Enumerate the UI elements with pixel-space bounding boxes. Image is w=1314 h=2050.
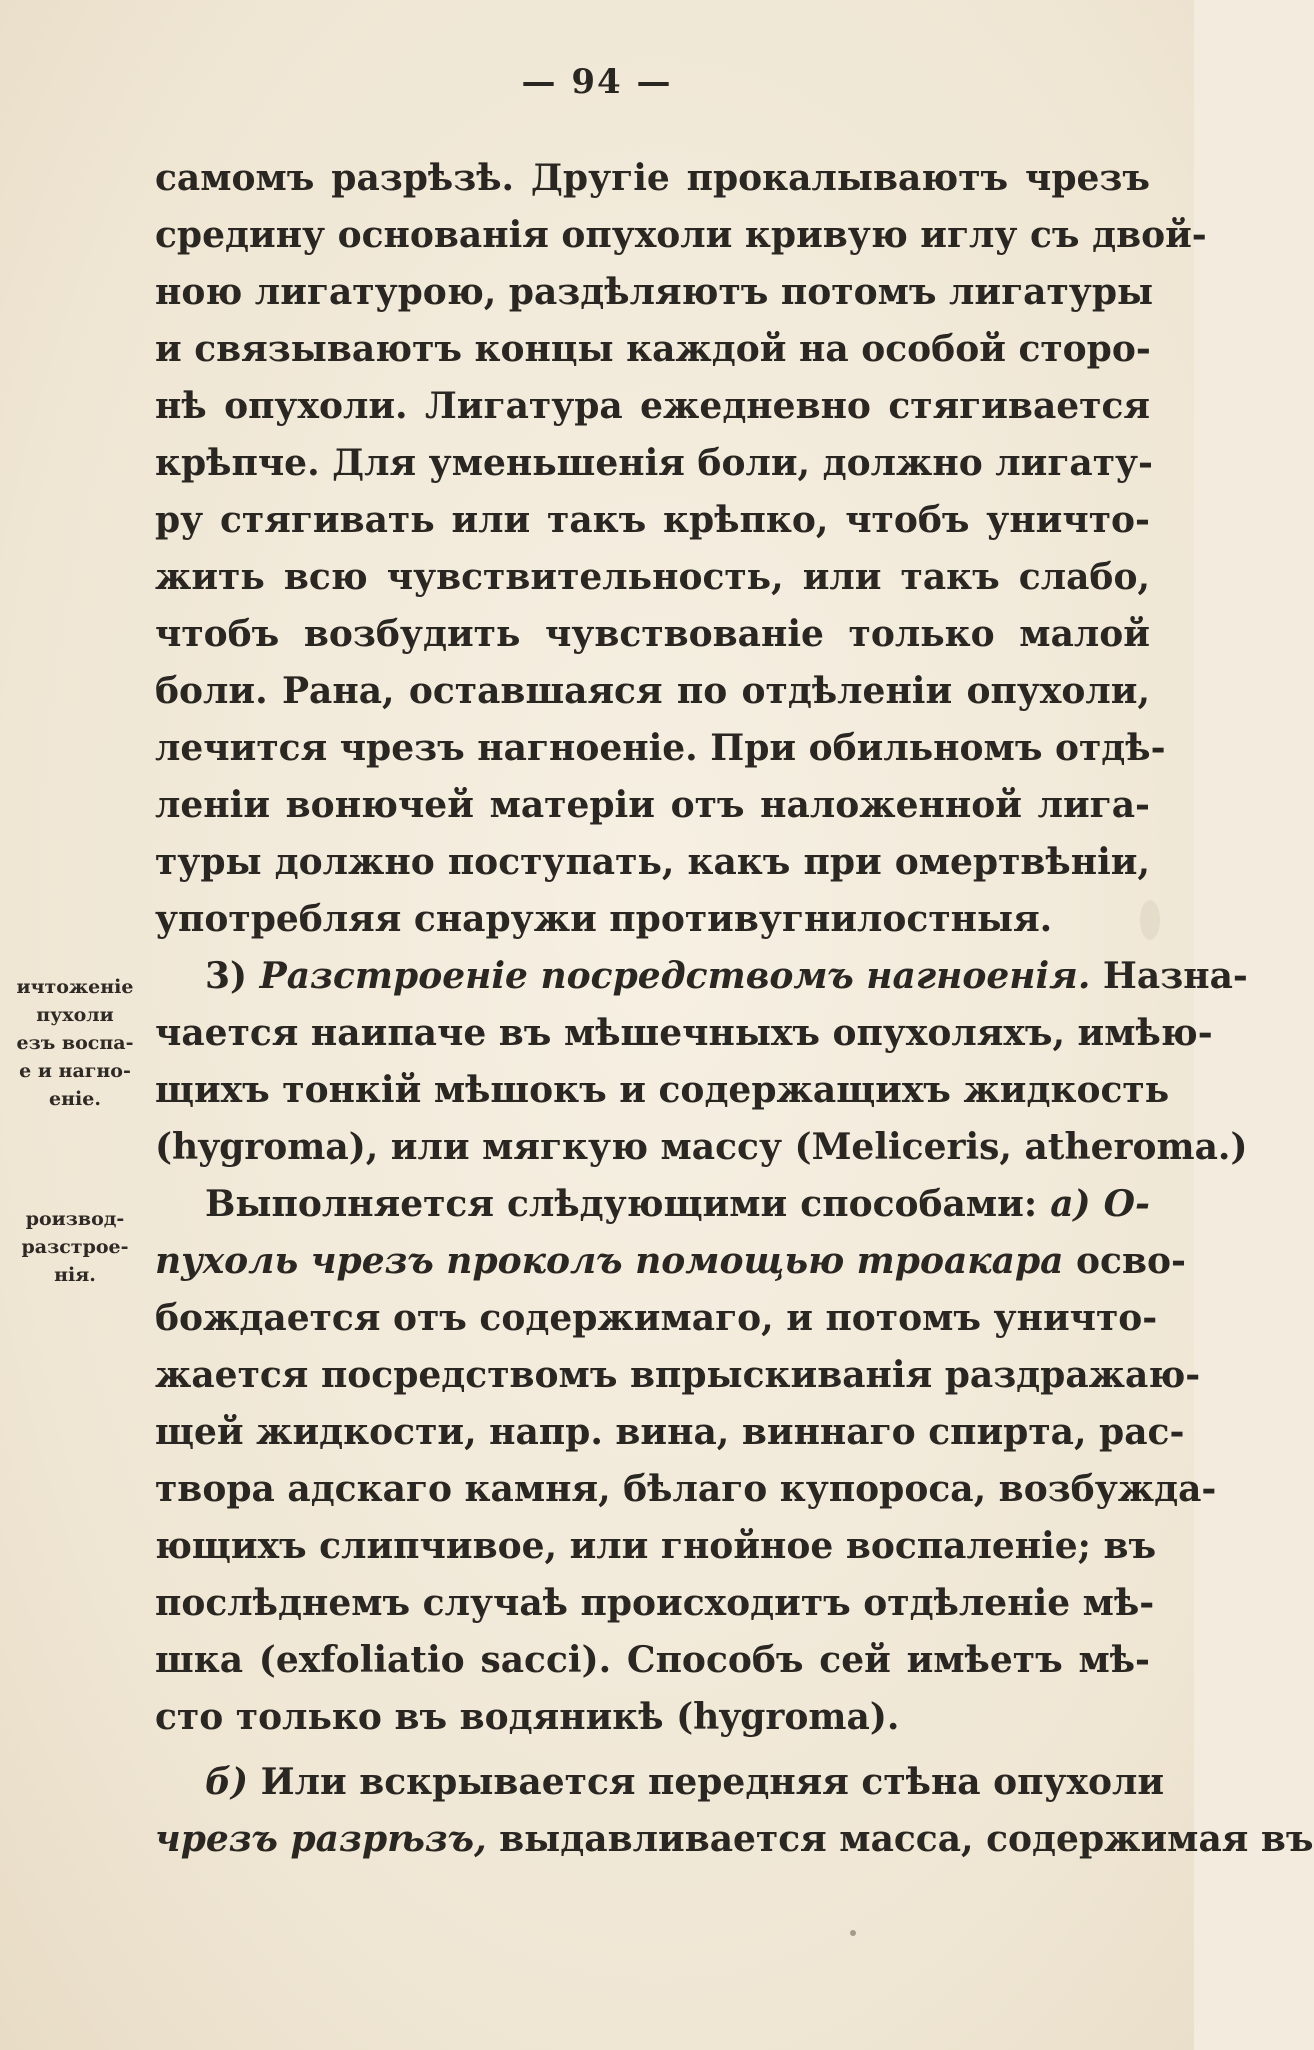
margin-note-line: роизвод- [25,1208,125,1230]
text-line: туры должно поступать, какъ при омертвѣніи, [155,841,1150,883]
methods-intro-line [155,1176,1150,1233]
text-line: шка (exfoliatio sacci). Способъ сей имѣетъ мѣ- [155,1639,1150,1681]
method-a-italic: пухоль чрезъ проколъ помощью троакара [155,1240,1064,1282]
text-line: жить всю чувствительность, или такъ слабо, [155,556,1150,598]
margin-note-line: пухоли [36,1004,114,1026]
text-line: чается наипаче въ мѣшечныхъ опухоляхъ, имѣю- [155,1012,1213,1054]
text-line: твора адскаго камня, бѣлаго купороса, возбужда- [155,1468,1217,1510]
section-3-title: Разстроеніе посредствомъ нагноенія. [259,955,1091,997]
text-line: лечится чрезъ нагноеніе. При обильномъ отдѣ- [155,727,1166,769]
margin-note-line: еніе. [49,1088,101,1110]
text-line: нѣ опухоли. Лигатура ежедневно стягивается [155,385,1150,427]
text-line: щихъ тонкій мѣшокъ и содержащихъ жидкость [155,1069,1170,1111]
text-line: крѣпче. Для уменьшенія боли, должно лигату- [155,442,1153,484]
margin-note-line: ичтоженіе [16,976,134,998]
method-b-italic: чрезъ разрѣзъ, [155,1818,487,1860]
methods-intro: Выполняется слѣдующими способами: [205,1183,1038,1225]
margin-note-line: езъ воспа- [16,1032,134,1054]
text-line: бождается отъ содержимаго, и потомъ уничто- [155,1297,1158,1339]
paragraph-gap [155,1746,1150,1754]
method-b-line-2 [155,1811,1314,1868]
text-line: послѣднемъ случаѣ происходитъ отдѣленіе мѣ- [155,1582,1155,1624]
margin-note-production [0,1205,150,1289]
text-line: сто только въ водяникѣ (hygroma). [155,1696,900,1738]
section-3-number: 3) [205,955,248,997]
text-line: леніи вонючей матеріи отъ наложенной лига- [155,784,1150,826]
text-line: средину основанія опухоли кривую иглу съ двой- [155,214,1207,256]
section-3-heading-line [155,948,1248,1005]
page-number: — 94 — [521,62,673,102]
method-b-line2-rest: выдавливается масса, содержимая въ [499,1818,1314,1860]
text-line: и связываютъ концы каждой на особой сторо- [155,328,1151,370]
main-text [155,150,1314,1868]
paper-speck [850,1930,856,1936]
text-line: щей жидкости, напр. вина, виннаго спирта, рас- [155,1411,1185,1453]
method-b-line [155,1754,1165,1811]
margin-note-line: разстрое- [21,1236,129,1258]
text-line: ною лигатурою, раздѣляютъ потомъ лигатуры [155,271,1154,313]
text-line: боли. Рана, оставшаяся по отдѣленіи опухоли, [155,670,1150,712]
method-a-rest: осво- [1076,1240,1186,1282]
text-line: ру стягивать или такъ крѣпко, чтобъ уничто- [155,499,1150,541]
margin-note-destruction [0,973,150,1113]
text-line: чтобъ возбудить чувствованіе только малой [155,613,1150,655]
method-a-label: а) О- [1050,1183,1150,1225]
text-line: ющихъ слипчивое, или гнойное воспаленіе; въ [155,1525,1157,1567]
method-a-line [155,1233,1186,1290]
text-line: (hygroma), или мягкую массу (Meliceris, atheroma.) [155,1126,1248,1168]
method-b-line1-rest: Или вскрывается передняя стѣна опухоли [260,1761,1165,1803]
text-line: жается посредствомъ впрыскиванія раздражаю- [155,1354,1201,1396]
margin-note-line: е и нагно- [19,1060,131,1082]
margin-note-line: нія. [54,1264,96,1286]
section-3-first-line-rest: Назна- [1102,955,1248,997]
text-line: употребляя снаружи противугнилостныя. [155,898,1053,940]
method-b-label: б) [205,1761,249,1803]
text-line: самомъ разрѣзѣ. Другіе прокалываютъ чрезъ [155,157,1150,199]
